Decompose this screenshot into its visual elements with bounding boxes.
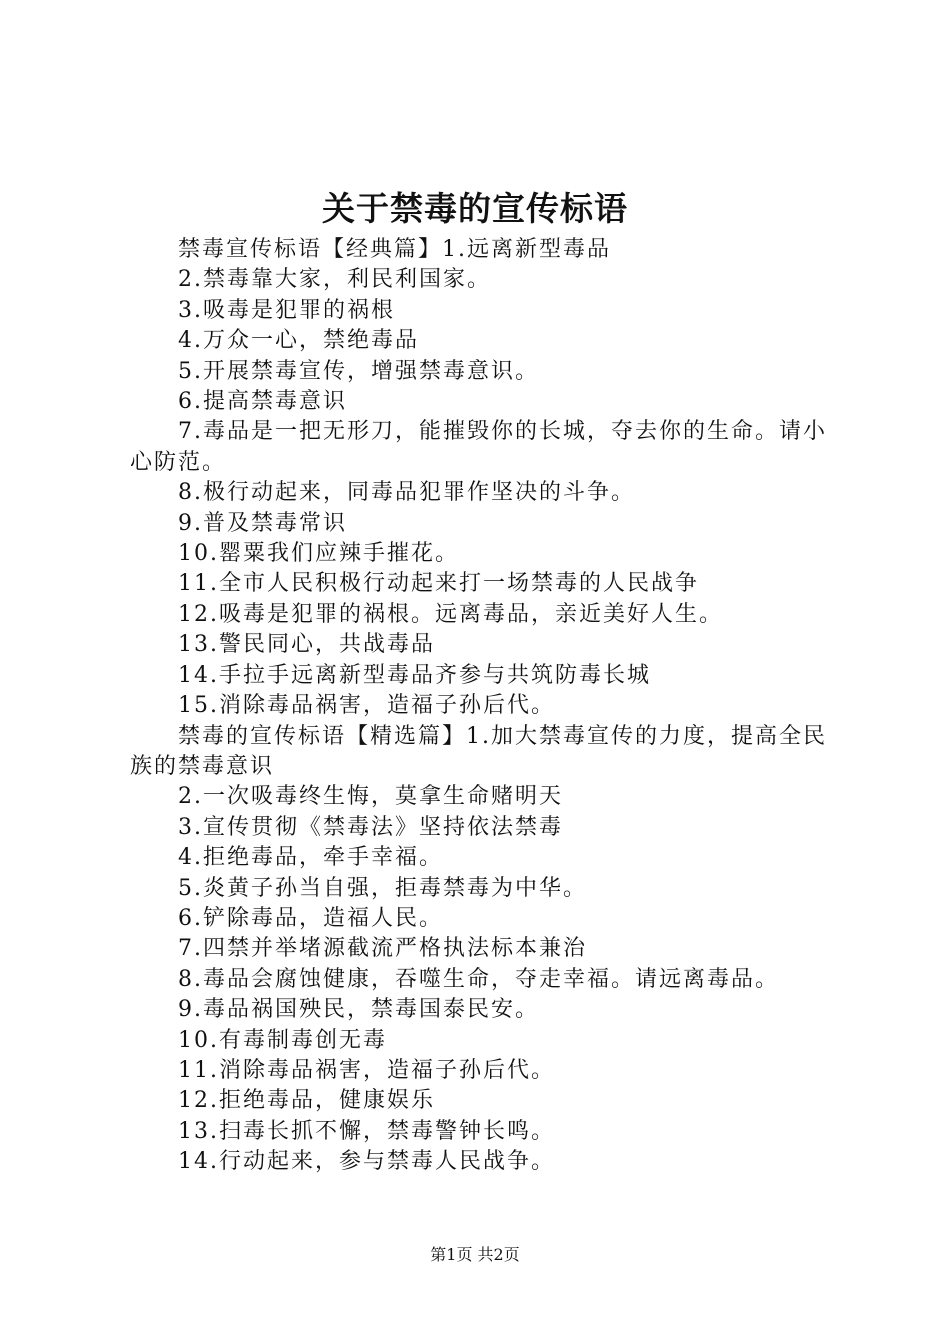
paragraph: 14.行动起来，参与禁毒人民战争。 xyxy=(178,1149,555,1175)
paragraph: 9.毒品祸国殃民，禁毒国泰民安。 xyxy=(178,997,539,1023)
paragraph: 3.吸毒是犯罪的祸根 xyxy=(178,297,395,323)
paragraph: 11.消除毒品祸害，造福子孙后代。 xyxy=(178,1057,555,1083)
paragraph: 5.开展禁毒宣传，增强禁毒意识。 xyxy=(178,358,539,384)
paragraph: 6.铲除毒品，造福人民。 xyxy=(178,905,443,931)
paragraph: 5.炎黄子孙当自强，拒毒禁毒为中华。 xyxy=(178,875,587,901)
paragraph: 6.提高禁毒意识 xyxy=(178,389,347,415)
paragraph: 3.宣传贯彻《禁毒法》坚持依法禁毒 xyxy=(178,814,563,840)
paragraph: 10.有毒制毒创无毒 xyxy=(178,1027,387,1053)
paragraph: 13.扫毒长抓不懈，禁毒警钟长鸣。 xyxy=(178,1118,555,1144)
paragraph: 12.吸毒是犯罪的祸根。远离毒品，亲近美好人生。 xyxy=(178,601,723,627)
paragraph: 14.手拉手远离新型毒品齐参与共筑防毒长城 xyxy=(178,662,651,688)
paragraph: 15.消除毒品祸害，造福子孙后代。 xyxy=(178,693,555,719)
page-footer: 第1页 共2页 xyxy=(430,1245,520,1264)
paragraph: 7.四禁并举堵源截流严格执法标本兼治 xyxy=(178,936,587,962)
paragraph: 10.罂粟我们应辣手摧花。 xyxy=(178,541,459,567)
paragraph: 8.毒品会腐蚀健康，吞噬生命，夺走幸福。请远离毒品。 xyxy=(178,966,779,992)
paragraph: 2.禁毒靠大家，利民利国家。 xyxy=(178,267,491,293)
paragraph: 9.普及禁毒常识 xyxy=(178,510,347,536)
paragraph: 4.万众一心，禁绝毒品 xyxy=(178,328,419,354)
paragraph: 7.毒品是一把无形刀，能摧毁你的长城，夺去你的生命。请小心防范。 xyxy=(130,419,827,475)
document-body xyxy=(130,235,840,1178)
paragraph: 禁毒宣传标语【经典篇】1.远离新型毒品 xyxy=(178,237,611,262)
paragraph: 4.拒绝毒品，牵手幸福。 xyxy=(178,845,443,871)
page-title: 关于禁毒的宣传标语 xyxy=(322,189,628,228)
paragraph: 禁毒的宣传标语【精选篇】1.加大禁毒宣传的力度，提高全民族的禁毒意识 xyxy=(130,723,827,779)
paragraph: 13.警民同心，共战毒品 xyxy=(178,632,435,658)
paragraph: 2.一次吸毒终生悔，莫拿生命赌明天 xyxy=(178,784,563,810)
paragraph: 12.拒绝毒品，健康娱乐 xyxy=(178,1088,435,1114)
paragraph: 8.极行动起来，同毒品犯罪作坚决的斗争。 xyxy=(178,480,635,506)
paragraph: 11.全市人民积极行动起来打一场禁毒的人民战争 xyxy=(178,571,699,597)
